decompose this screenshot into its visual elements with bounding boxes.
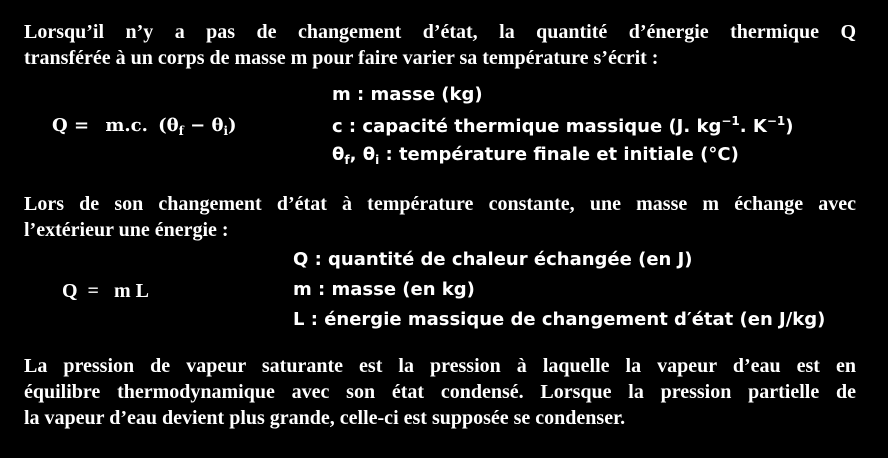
def-mass-kg: m : masse (en kg) bbox=[293, 279, 475, 300]
latent-heat-equation: Q = m L bbox=[62, 280, 149, 302]
equation-lhs: Q = bbox=[52, 115, 90, 136]
heat-equation bbox=[52, 115, 237, 138]
def-c-close: ) bbox=[785, 116, 794, 137]
vapor-line-2: équilibre thermodynamique avec son état condensé. Lorsque la pression partielle de bbox=[24, 381, 856, 403]
def-theta-comma: , θ bbox=[349, 144, 376, 165]
def-theta-text: : température finale et initiale (°C) bbox=[379, 144, 739, 165]
phase-line-2: l’extérieur une énergie : bbox=[24, 219, 229, 241]
vapor-pressure-paragraph bbox=[24, 353, 856, 431]
def-c-mid: . K bbox=[739, 116, 767, 137]
vapor-line-1: La pression de vapeur saturante est la pression à laquelle la vapeur d’eau est en bbox=[24, 355, 856, 377]
def-heat-exchanged: Q : quantité de chaleur échangée (en J) bbox=[293, 249, 693, 270]
phase-line-1: Lors de son changement d’état à température constante, une masse m échange avec bbox=[24, 193, 856, 215]
equation-open: (θ bbox=[158, 115, 179, 136]
equation-mc: m.c. bbox=[105, 115, 148, 136]
def-temperatures bbox=[332, 144, 739, 167]
def-theta-f-sub: f bbox=[344, 153, 350, 167]
def-c-exp1: −1 bbox=[721, 114, 740, 128]
def-latent-energy: L : énergie massique de changement d′état (en J/kg) bbox=[293, 309, 826, 330]
equation-close: ) bbox=[228, 115, 237, 136]
def-c-text: c : capacité thermique massique (J. kg bbox=[332, 116, 722, 137]
intro-line-1: Lorsqu’il n’y a pas de changement d’état, la quantité d’énergie thermique Q bbox=[24, 21, 856, 43]
def-theta-i-sub: i bbox=[375, 153, 380, 167]
intro-line-2: transférée à un corps de masse m pour faire varier sa température s’écrit : bbox=[24, 47, 659, 69]
def-heat-capacity bbox=[332, 114, 793, 137]
equation-sub-f: f bbox=[178, 124, 184, 138]
def-c-exp2: −1 bbox=[766, 114, 786, 128]
equation-sub-i: i bbox=[223, 124, 229, 138]
equation-minus: − θ bbox=[183, 115, 224, 136]
phase-change-paragraph bbox=[24, 191, 856, 243]
def-theta-f: θ bbox=[332, 144, 345, 165]
vapor-line-3: la vapeur d’eau devient plus grande, celle-ci est supposée se condenser. bbox=[24, 407, 626, 429]
intro-paragraph bbox=[24, 19, 856, 71]
def-mass: m : masse (kg) bbox=[332, 84, 483, 105]
